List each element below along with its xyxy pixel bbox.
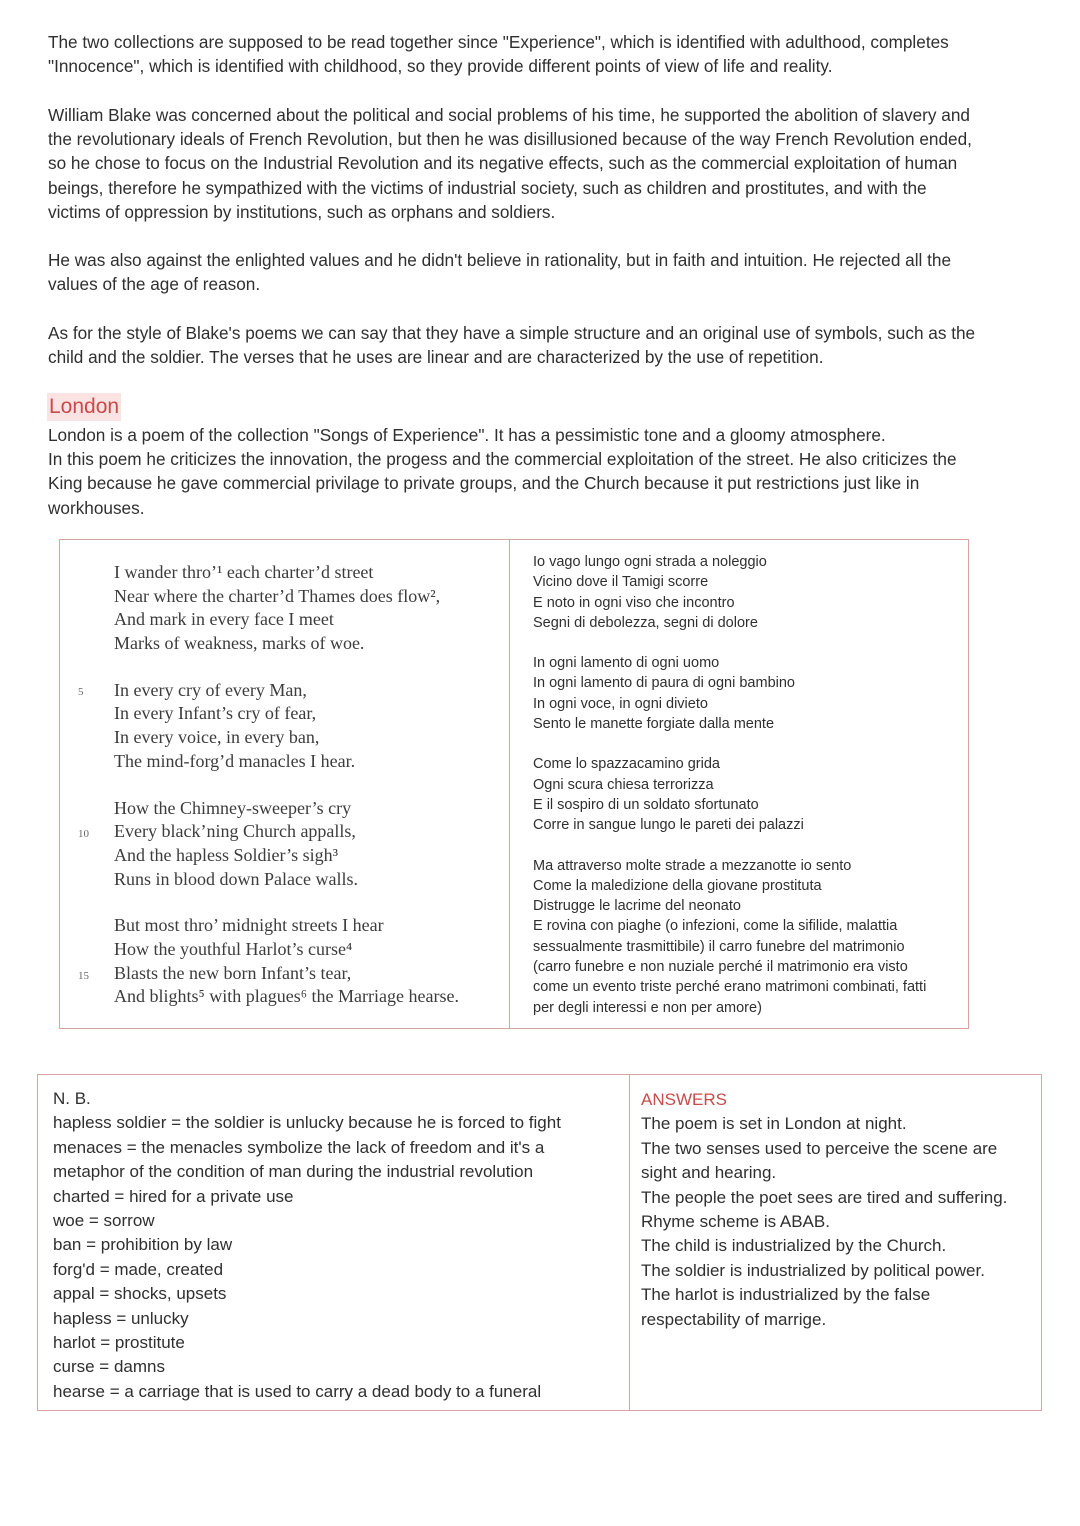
translation-line: Ogni scura chiesa terrorizza <box>533 776 714 793</box>
translation-line: per degli interessi e non per amore) <box>533 999 762 1016</box>
translation-line: Ma attraverso molte strade a mezzanotte io sento <box>533 857 852 874</box>
intro-paragraph-3 <box>48 248 1033 296</box>
translation-line: E il sospiro di un soldato sfortunato <box>533 796 759 813</box>
translation-line: E noto in ogni viso che incontro <box>533 594 735 611</box>
note-item: ban = prohibition by law <box>53 1235 233 1255</box>
text-line: In this poem he criticizes the innovation, the progess and the commercial exploitation of the street. He also criticizes the <box>48 449 957 470</box>
text-line: child and the soldier. The verses that he uses are linear and are characterized by the use of repetition. <box>48 347 824 368</box>
answer-item: The poem is set in London at night. <box>641 1114 907 1134</box>
answer-item: The harlot is industrialized by the false <box>641 1285 931 1305</box>
stanza <box>114 797 459 892</box>
note-item: menaces = the menacles symbolize the lack of freedom and it's a <box>53 1137 545 1157</box>
text-line: the revolutionary ideals of French Revolution, but then he was disillusioned because of the way French Revolution ended, <box>48 129 972 150</box>
translation-line: Corre in sangue lungo le pareti dei palazzi <box>533 817 804 834</box>
poem-italian-column <box>533 552 926 1038</box>
notes-column <box>53 1087 561 1404</box>
translation-line: Segni di debolezza, segni di dolore <box>533 614 758 631</box>
translation-line: In ogni lamento di paura di ogni bambino <box>533 675 795 692</box>
text-line: King because he gave commercial privilage to private groups, and the Church because it put restrictions just like in <box>48 473 920 494</box>
verse-line: I wander thro’¹ each charter’d street <box>114 562 374 582</box>
stanza <box>533 653 926 734</box>
translation-line: Distrugge le lacrime del neonato <box>533 898 741 915</box>
note-item: woe = sorrow <box>53 1210 155 1230</box>
verse-line: In every Infant’s cry of fear, <box>114 703 317 724</box>
translation-line: Come la maledizione della giovane prostituta <box>533 877 822 894</box>
answer-item: Rhyme scheme is ABAB. <box>641 1211 830 1231</box>
line-number: 15 <box>78 970 89 982</box>
stanza <box>114 561 459 656</box>
text-line: London is a poem of the collection "Songs of Experience". It has a pessimistic tone and a gloomy atmosphere. <box>48 425 886 445</box>
text-line: values of the age of reason. <box>48 274 261 295</box>
note-item: appal = shocks, upsets <box>53 1284 227 1304</box>
note-item: curse = damns <box>53 1357 165 1377</box>
verse-line: How the Chimney-sweeper’s cry <box>114 797 352 818</box>
verse-line: Near where the charter’d Thames does flow², <box>114 585 441 606</box>
verse-line: Blasts the new born Infant’s tear, <box>114 962 352 983</box>
text-line: William Blake was concerned about the political and social problems of his time, he supported the abolition of slavery and <box>48 105 970 125</box>
translation-line: Come lo spazzacamino grida <box>533 756 720 773</box>
text-line: beings, therefore he sympathized with the victims of industrial society, such as children and prostitutes, and with the <box>48 177 927 198</box>
intro-paragraph-4 <box>48 321 1033 369</box>
translation-line: sessualmente trasmittibile) il carro funebre del matrimonio <box>533 938 905 955</box>
answers-heading: ANSWERS <box>641 1090 727 1109</box>
translation-line: (carro funebre e non nuziale perché il matrimonio era visto <box>533 959 908 976</box>
text-line: The two collections are supposed to be read together since "Experience", which is identified with adulthood, completes <box>48 32 949 52</box>
stanza <box>114 914 459 1009</box>
note-item: harlot = prostitute <box>53 1332 185 1352</box>
verse-line: How the youthful Harlot’s curse⁴ <box>114 938 353 959</box>
verse-line: And mark in every face I meet <box>114 609 334 630</box>
stanza <box>533 552 926 633</box>
verse-line: And blights⁵ with plagues⁶ the Marriage hearse. <box>114 986 459 1007</box>
verse-line: But most thro’ midnight streets I hear <box>114 915 384 936</box>
verse-line: And the hapless Soldier’s sigh³ <box>114 844 339 865</box>
translation-line: come un evento triste perché erano matrimoni combinati, fatti <box>533 979 927 996</box>
translation-line: E rovina con piaghe (o infezioni, come la sifilide, malattia <box>533 918 898 935</box>
verse-line: Marks of weakness, marks of woe. <box>114 633 365 654</box>
translation-line: Sento le manette forgiate dalla mente <box>533 716 775 733</box>
translation-line: In ogni voce, in ogni divieto <box>533 695 708 712</box>
text-line: so he chose to focus on the Industrial Revolution and its negative effects, such as the commercial exploitation of human <box>48 153 958 174</box>
line-number: 5 <box>78 686 84 698</box>
note-item: charted = hired for a private use <box>53 1186 294 1206</box>
text-line: He was also against the enlighted values and he didn't believe in rationality, but in faith and intuition. He rejected all the <box>48 250 952 270</box>
stanza <box>533 754 926 835</box>
stanza <box>533 856 926 1018</box>
notes-heading: N. B. <box>53 1089 91 1108</box>
note-item: hearse = a carriage that is used to carry a dead body to a funeral <box>53 1381 542 1401</box>
stanza <box>114 679 459 774</box>
translation-line: Io vago lungo ogni strada a noleggio <box>533 554 767 570</box>
note-item: hapless = unlucky <box>53 1308 189 1328</box>
text-line: "Innocence", which is identified with childhood, so they provide different points of view of life and reality. <box>48 56 833 77</box>
poem-column-divider <box>509 539 510 1029</box>
text-line: victims of oppression by institutions, such as orphans and soldiers. <box>48 201 556 222</box>
verse-line: Every black’ning Church appalls, <box>114 821 356 842</box>
answer-item: sight and hearing. <box>641 1163 777 1183</box>
text-line: As for the style of Blake's poems we can say that they have a simple structure and an original use of symbols, such as the <box>48 323 976 343</box>
text-line: workhouses. <box>48 497 145 518</box>
verse-line: The mind-forg’d manacles I hear. <box>114 750 356 771</box>
verse-line: Runs in blood down Palace walls. <box>114 868 358 889</box>
verse-line: In every voice, in every ban, <box>114 727 320 748</box>
note-item: hapless soldier = the soldier is unlucky because he is forced to fight <box>53 1113 561 1133</box>
line-number: 10 <box>78 828 89 840</box>
verse-line: In every cry of every Man, <box>114 679 307 700</box>
intro-paragraph-1 <box>48 30 1033 78</box>
note-item: forg'd = made, created <box>53 1259 224 1279</box>
answer-item: The child is industrialized by the Church. <box>641 1236 947 1256</box>
answer-item: The two senses used to perceive the scene are <box>641 1138 998 1158</box>
notes-column-divider <box>629 1074 630 1411</box>
poem-english-column <box>114 561 459 1032</box>
section-title-london: London <box>47 393 121 421</box>
translation-line: In ogni lamento di ogni uomo <box>533 655 720 672</box>
answer-item: The soldier is industrialized by political power. <box>641 1260 985 1280</box>
london-description <box>48 423 1033 520</box>
answer-item: respectability of marrige. <box>641 1309 827 1329</box>
translation-line: Vicino dove il Tamigi scorre <box>533 574 709 591</box>
note-item: metaphor of the condition of man during the industrial revolution <box>53 1162 534 1182</box>
answers-column <box>641 1088 1007 1332</box>
intro-paragraph-2 <box>48 103 1033 224</box>
answer-item: The people the poet sees are tired and suffering. <box>641 1187 1008 1207</box>
